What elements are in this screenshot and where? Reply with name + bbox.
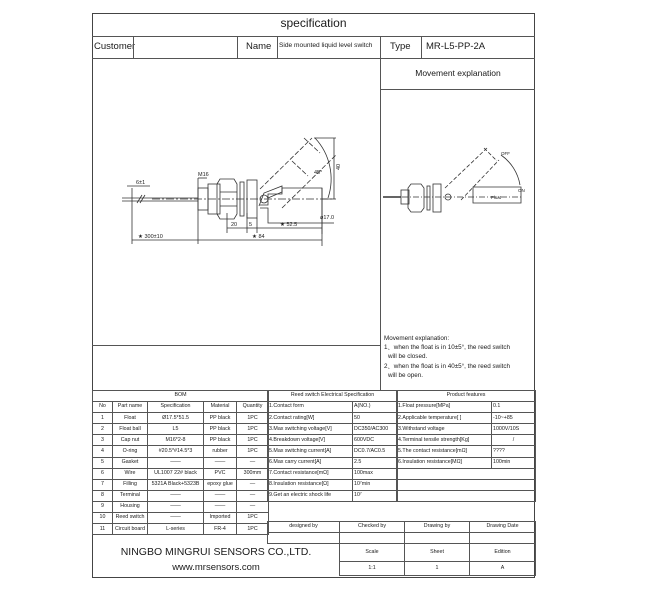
product-features-table: [396, 390, 536, 502]
cell: 1: [93, 413, 113, 424]
cell: [397, 479, 536, 490]
bom-row: [93, 446, 269, 457]
cell: 5321A Black+5323B: [148, 479, 204, 490]
bom-header-part: Part name: [113, 402, 148, 413]
reed-row: [268, 468, 398, 479]
cell: 4.Terminal tensile strength[Kg]: [397, 435, 492, 446]
cell: ——: [204, 501, 237, 512]
cell: ——: [148, 501, 204, 512]
cell: Ø17.5*51.5: [148, 413, 204, 424]
cell: DC0.7/AC0.5: [353, 446, 398, 457]
cell: 1.Contact form: [268, 402, 353, 413]
cell: 7: [93, 479, 113, 490]
cell: 2: [93, 424, 113, 435]
cell: —: [237, 501, 269, 512]
cell: 4.Breakdown voltage[V]: [268, 435, 353, 446]
cell: 5: [93, 457, 113, 468]
svg-text:45°: 45°: [314, 170, 323, 176]
cell: 1PC: [237, 524, 269, 535]
bom-header-row: [93, 402, 269, 413]
cell: 7.Contact resistance[mΩ]: [268, 468, 353, 479]
cell: [397, 490, 536, 501]
svg-text:★ 84: ★ 84: [252, 234, 265, 240]
reed-row: [268, 413, 398, 424]
bom-title: BOM: [93, 391, 269, 402]
divider: [92, 345, 380, 346]
cell: epoxy glue: [204, 479, 237, 490]
movement-line-2: 2、when the float is in 40±5°, the reed switch: [384, 363, 511, 370]
movement-diagram: [381, 130, 535, 230]
bom-header-no: No: [93, 402, 113, 413]
cell: 3.Max switching voltage[V]: [268, 424, 353, 435]
svg-text:ON: ON: [518, 188, 525, 193]
cell: PP black: [204, 424, 237, 435]
cell: -10~+85: [492, 413, 536, 424]
cell: [397, 468, 536, 479]
checked-by-label: Checked by: [340, 522, 405, 533]
features-title: Product features: [397, 391, 536, 402]
divider: [92, 36, 535, 37]
cell: Gasket: [113, 457, 148, 468]
bom-row: [93, 479, 269, 490]
bom-row: [93, 424, 269, 435]
bom-row: [93, 435, 269, 446]
cell: 10: [93, 513, 113, 524]
cell: /: [492, 435, 536, 446]
bom-row: [93, 413, 269, 424]
cell: 2.Contact rating[W]: [268, 413, 353, 424]
cell: #20.5*#14.5*3: [148, 446, 204, 457]
company-website[interactable]: www.mrsensors.com: [172, 562, 260, 573]
cell: ——: [204, 490, 237, 501]
reed-title: Reed switch Electrical Specification: [268, 391, 398, 402]
svg-text:★ 300±10: ★ 300±10: [138, 234, 163, 240]
cell: PVC: [204, 468, 237, 479]
cell: ——: [148, 457, 204, 468]
cell: 3.Withstand voltage: [397, 424, 492, 435]
company-name: NINGBO MINGRUI SENSORS CO.,LTD.: [120, 546, 312, 558]
bom-row: [93, 490, 269, 501]
svg-text:ø17.0: ø17.0: [320, 215, 335, 221]
svg-text:OFF: OFF: [501, 151, 510, 156]
divider: [237, 36, 238, 58]
svg-text:40: 40: [336, 163, 342, 170]
cell: Housing: [113, 501, 148, 512]
customer-label: Customer: [94, 41, 136, 52]
cell: Circuit board: [113, 524, 148, 535]
cell: 8.Insulation resistance[Ω]: [268, 479, 353, 490]
reed-row: [268, 457, 398, 468]
cell: PP black: [204, 413, 237, 424]
cell: UL1007 22# black: [148, 468, 204, 479]
cell: 5.Max switching current[A]: [268, 446, 353, 457]
bom-row: [93, 457, 269, 468]
cell: 9.Get an electric shock life: [268, 490, 353, 501]
cell: Wire: [113, 468, 148, 479]
divider: [277, 36, 278, 58]
reed-row: [268, 490, 398, 501]
cell: FR-4: [204, 524, 237, 535]
type-value: MR-L5-PP-2A: [426, 41, 486, 52]
bom-header-spec: Specification: [148, 402, 204, 413]
cell: 5.The contact resistance[mΩ]: [397, 446, 492, 457]
sheet-label: Sheet: [405, 544, 470, 562]
bom-header-quantity: Quantity: [237, 402, 269, 413]
cell: O-ring: [113, 446, 148, 457]
cell: —: [237, 479, 269, 490]
feature-row: [397, 413, 536, 424]
cell: Float: [113, 413, 148, 424]
cell: 100min: [492, 457, 536, 468]
reed-switch-table: [267, 390, 398, 502]
reed-row: [268, 424, 398, 435]
cell: DC350/AC300: [353, 424, 398, 435]
feature-row: [397, 446, 536, 457]
cell: —: [237, 457, 269, 468]
scale-label: Scale: [340, 544, 405, 562]
cell: L-series: [148, 524, 204, 535]
cell: 10⁷min: [353, 479, 398, 490]
cell: 1PC: [237, 435, 269, 446]
cell: Reed switch: [113, 513, 148, 524]
movement-line-2b: will be open.: [388, 372, 424, 379]
divider: [380, 89, 535, 90]
cell: 10⁷: [353, 490, 398, 501]
feature-row: [397, 457, 536, 468]
cell: Float ball: [113, 424, 148, 435]
designed-by-label: designed by: [268, 522, 340, 533]
bom-row: [93, 524, 269, 535]
feature-row: [397, 468, 536, 479]
svg-text:6±1: 6±1: [136, 180, 146, 186]
cell: ——: [148, 513, 204, 524]
svg-text:5: 5: [249, 222, 253, 228]
cell: ——: [204, 457, 237, 468]
edition-label: Edition: [470, 544, 536, 562]
sheet-value: 1: [405, 562, 470, 576]
svg-text:M16: M16: [198, 172, 209, 178]
drawing-by-label: Drawing by: [405, 522, 470, 533]
cell: 1PC: [237, 413, 269, 424]
cell: rubber: [204, 446, 237, 457]
cell: 300mm: [237, 468, 269, 479]
cell: 50: [353, 413, 398, 424]
bom-row: [93, 468, 269, 479]
bom-table: [92, 390, 269, 535]
technical-drawing: [92, 58, 380, 345]
reed-row: [268, 479, 398, 490]
drawing-date-label: Drawing Date: [470, 522, 536, 533]
feature-row: [397, 490, 536, 501]
movement-line-1: 1、when the float is in 10±5°, the reed switch: [384, 344, 511, 351]
bom-row: [93, 513, 269, 524]
cell: 1.Float pressure[MPa]: [397, 402, 492, 413]
cell: Filling: [113, 479, 148, 490]
feature-row: [397, 435, 536, 446]
cell: 6.Insulation resistance[MΩ]: [397, 457, 492, 468]
cell: L5: [148, 424, 204, 435]
cell: 2.Applicable temperature[ ]: [397, 413, 492, 424]
cell: 3: [93, 435, 113, 446]
cell: A(NO.): [353, 402, 398, 413]
cell: Terminal: [113, 490, 148, 501]
type-label: Type: [390, 41, 411, 52]
reed-row: [268, 435, 398, 446]
feature-row: [397, 424, 536, 435]
feature-row: [397, 479, 536, 490]
feature-row: [397, 402, 536, 413]
cell: Imported: [204, 513, 237, 524]
divider: [421, 36, 422, 58]
cell: ——: [148, 490, 204, 501]
svg-text:20: 20: [231, 222, 238, 228]
edition-value: A: [470, 562, 536, 576]
sheet-title: specification: [280, 16, 347, 30]
svg-text:★ 52.5: ★ 52.5: [280, 222, 298, 228]
svg-text:Float: Float: [491, 195, 502, 200]
movement-explanation-title: Movement explanation:: [384, 335, 450, 342]
reed-row: [268, 446, 398, 457]
cell: Cap nut: [113, 435, 148, 446]
scale-value: 1:1: [340, 562, 405, 576]
name-value: Side mounted liquid level switch: [279, 42, 373, 49]
cell: 8: [93, 490, 113, 501]
bom-row: [93, 501, 269, 512]
divider: [133, 36, 134, 58]
reed-row: [268, 402, 398, 413]
cell: 0.1: [492, 402, 536, 413]
cell: 100max: [353, 468, 398, 479]
cell: M16*2-8: [148, 435, 204, 446]
movement-line-1b: will be closed.: [388, 353, 428, 360]
cell: 6.Max carry current[A]: [268, 457, 353, 468]
signoff-table: [267, 521, 536, 544]
cell: 600VDC: [353, 435, 398, 446]
cell: 6: [93, 468, 113, 479]
cell: PP black: [204, 435, 237, 446]
cell: ????: [492, 446, 536, 457]
cell: 9: [93, 501, 113, 512]
cell: 1000V/10S: [492, 424, 536, 435]
cell: 1PC: [237, 446, 269, 457]
cell: 1PC: [237, 513, 269, 524]
cell: —: [237, 490, 269, 501]
cell: 1PC: [237, 424, 269, 435]
movement-title: Movement explanation: [415, 68, 501, 78]
bom-header-material: Material: [204, 402, 237, 413]
scale-sheet-table: [339, 543, 536, 576]
cell: 4: [93, 446, 113, 457]
cell: 2.5: [353, 457, 398, 468]
designed-by-value: [268, 533, 340, 544]
name-label: Name: [246, 41, 272, 52]
cell: 11: [93, 524, 113, 535]
